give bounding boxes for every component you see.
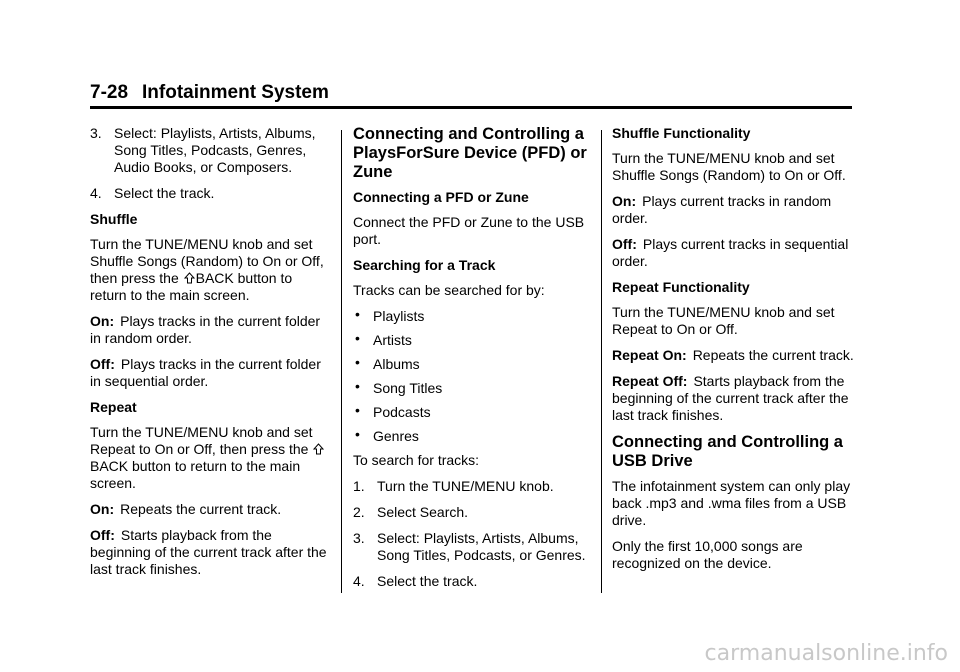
- column-1: [90, 125, 330, 587]
- section-heading-pfd: Connecting and Controlling a PlaysForSure Device (PFD) or Zune: [353, 125, 587, 181]
- list-item: • Artists: [355, 330, 412, 348]
- page-number: 7-28: [90, 82, 129, 103]
- paragraph: Only the first 10,000 songs are recognized on the device.: [612, 538, 803, 571]
- subheading-searching: Searching for a Track: [353, 257, 496, 273]
- list-item: 4. Select the track.: [353, 573, 478, 589]
- paragraph: Off: Plays tracks in the current folder in sequential order.: [90, 356, 321, 389]
- page-header: [90, 82, 852, 109]
- column-2: [353, 125, 595, 599]
- paragraph: Turn the TUNE/MENU knob and set Shuffle Songs (Random) to On or Off.: [612, 150, 846, 183]
- section-heading-usb: Connecting and Controlling a USB Drive: [612, 433, 843, 470]
- watermark: carmanualsonline.info: [704, 641, 948, 666]
- paragraph: Tracks can be searched for by:: [353, 282, 545, 298]
- list-item: • Playlists: [355, 306, 425, 324]
- subheading-repeat: Repeat: [90, 399, 137, 415]
- subheading-shuffle-functionality: Shuffle Functionality: [612, 125, 751, 141]
- paragraph: Repeat On: Repeats the current track.: [612, 347, 854, 363]
- paragraph: To search for tracks:: [353, 452, 480, 468]
- list-item: • Genres: [355, 426, 419, 444]
- column-divider: [341, 130, 342, 593]
- list-item: 2. Select Search.: [353, 504, 469, 520]
- paragraph: Off: Starts playback from the beginning of the current track after the last track finishes.: [90, 527, 327, 577]
- subheading-shuffle: Shuffle: [90, 211, 138, 227]
- paragraph: The infotainment system can only play back .mp3 and .wma files from a USB drive.: [612, 478, 851, 528]
- paragraph: Connect the PFD or Zune to the USB port.: [353, 214, 585, 247]
- paragraph: Turn the TUNE/MENU knob and set Shuffle Songs (Random) to On or Off, then press the BACK button to return to the main screen.: [90, 236, 324, 303]
- subheading-connecting: Connecting a PFD or Zune: [353, 189, 529, 205]
- section-title: Infotainment System: [142, 82, 329, 103]
- subheading-repeat-functionality: Repeat Functionality: [612, 279, 750, 295]
- list-item: 1. Turn the TUNE/MENU knob.: [353, 478, 554, 494]
- paragraph: Turn the TUNE/MENU knob and set Repeat to On or Off, then press the BACK button to return to the main screen.: [90, 424, 330, 492]
- bullet-icon: •: [355, 426, 360, 442]
- list-item: 4. Select the track.: [90, 185, 215, 201]
- paragraph: Turn the TUNE/MENU knob and set Repeat to On or Off.: [612, 304, 835, 337]
- paragraph: On: Repeats the current track.: [90, 501, 282, 517]
- list-item: 3. Select: Playlists, Artists, Albums, Song Titles, Podcasts, or Genres.: [353, 530, 586, 563]
- paragraph: Off: Plays current tracks in sequential order.: [612, 236, 849, 269]
- paragraph: Repeat Off: Starts playback from the beginning of the current track after the last track finishes.: [612, 373, 849, 423]
- bullet-icon: •: [355, 402, 360, 418]
- bullet-icon: •: [355, 330, 360, 346]
- back-icon: [184, 271, 195, 283]
- list-item: • Song Titles: [355, 378, 443, 396]
- paragraph: On: Plays current tracks in random order.: [612, 193, 832, 226]
- bullet-icon: •: [355, 378, 360, 394]
- column-divider: [601, 130, 602, 593]
- list-item: 3. Select: Playlists, Artists, Albums, Song Titles, Podcasts, Genres, Audio Books, or Composers.: [90, 125, 316, 175]
- column-3: [612, 125, 857, 581]
- list-item: • Podcasts: [355, 402, 431, 420]
- bullet-icon: •: [355, 306, 360, 322]
- bullet-icon: •: [355, 354, 360, 370]
- back-icon: [313, 442, 324, 454]
- paragraph: On: Plays tracks in the current folder in random order.: [90, 313, 321, 346]
- list-item: • Albums: [355, 354, 420, 372]
